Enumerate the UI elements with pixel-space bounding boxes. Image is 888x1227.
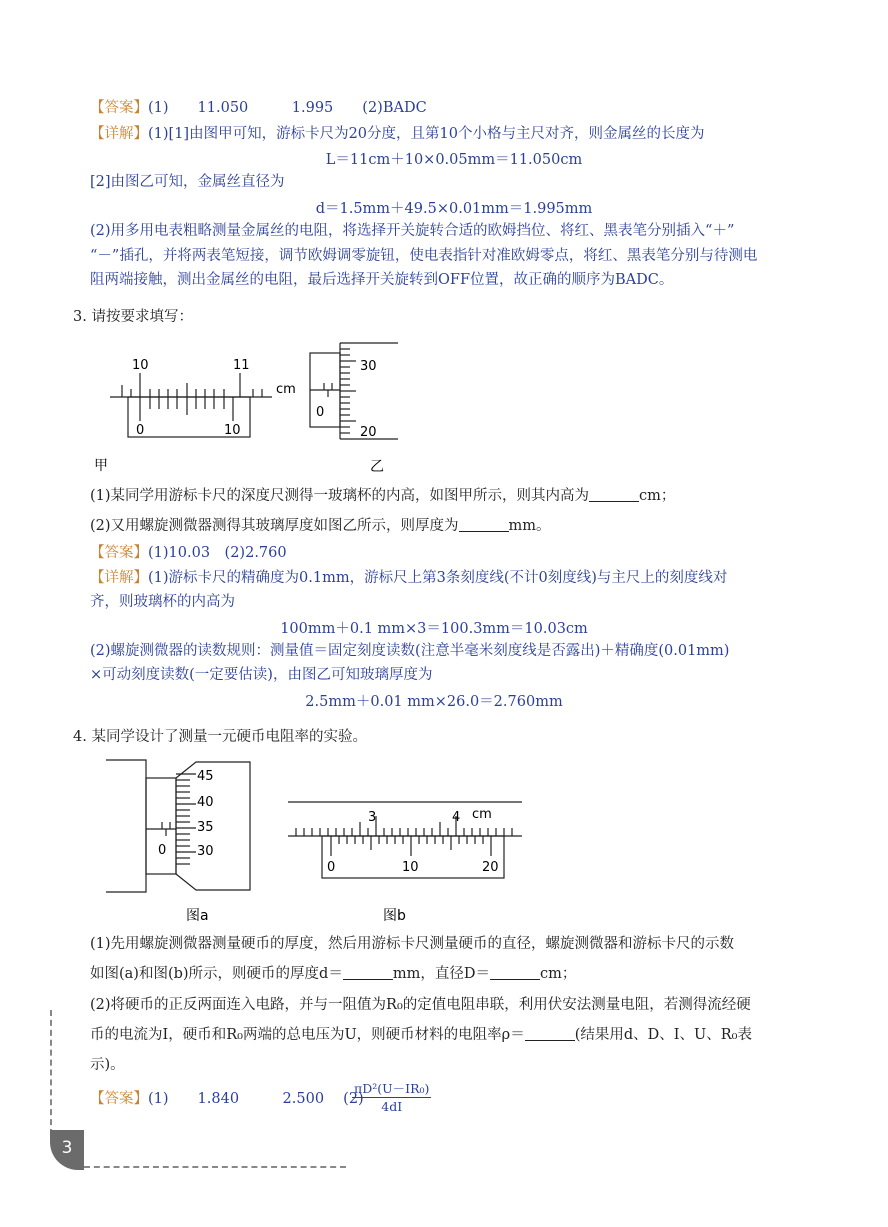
answer-tag: 【答案】 — [90, 100, 148, 116]
q3-detail-3: (2)螺旋测微器的读数规则：测量值＝固定刻度读数(注意半毫米刻度线是否露出)＋精确度(0.01mm) — [90, 643, 730, 659]
q2-equation-2: d＝1.5mm＋49.5×0.01mm＝1.995mm — [315, 201, 593, 217]
q4-part1-line2: 如图(a)和图(b)所示，则硬币的厚度d＝ mm，直径D＝ cm； — [90, 966, 577, 982]
q2-detail-4: “－”插孔，并将两表笔短接，调节欧姆调零旋钮，使电表指针对准欧姆零点，将红、黑表笔分别与待测电 — [90, 248, 758, 264]
vernier-scale-ticks — [140, 397, 233, 421]
answer-blank[interactable] — [459, 517, 509, 532]
q4-answer-line — [90, 1089, 364, 1109]
yi-caption: 乙 — [370, 459, 384, 475]
q2-detail-5: 阻两端接触，测出金属丝的电阻，最后选择开关旋转到OFF位置，故正确的顺序为BADC。 — [90, 272, 674, 288]
answer-blank[interactable] — [525, 1026, 575, 1041]
q3-title: 3. 请按要求填写： — [73, 309, 193, 325]
detail-tag: 【详解】 — [90, 570, 148, 586]
fraction-denominator: 4dI — [381, 1099, 403, 1114]
b-caption: 图b — [383, 908, 406, 924]
q4-part2-line3: 示)。 — [90, 1057, 125, 1073]
a-caption: 图a — [186, 908, 209, 924]
jia-vernier-label-0: 0 — [136, 423, 145, 438]
thimble-ticks — [176, 774, 196, 864]
thimble-ticks — [340, 349, 356, 433]
b-vernier-label-10: 10 — [402, 860, 419, 875]
a-label-0: 0 — [158, 843, 167, 858]
jia-unit: cm — [276, 382, 296, 397]
q2-equation-1: L＝11cm＋10×0.05mm＝11.050cm — [325, 152, 583, 168]
vernier-caliper-jia — [110, 373, 272, 437]
answer-blank[interactable] — [490, 965, 540, 980]
main-scale-ticks — [122, 373, 262, 397]
micrometer-yi — [310, 343, 398, 439]
page-margin-dash-horizontal — [84, 1166, 346, 1168]
yi-label-20: 20 — [360, 425, 377, 440]
q4-answer-fraction — [352, 1080, 431, 1115]
a-label-30: 30 — [197, 844, 214, 859]
q3-detail-4: ×可动刻度读数(一定要估读)，由图乙可知玻璃厚度为 — [90, 667, 433, 683]
q4-answer: (1) 1.840 2.500 (2) — [148, 1091, 364, 1107]
detail-tag: 【详解】 — [90, 126, 148, 142]
yi-label-30: 30 — [360, 359, 377, 374]
jia-main-label-11: 11 — [233, 358, 250, 373]
page-margin-dash-vertical — [50, 1010, 52, 1135]
q4-title: 4. 某同学设计了测量一元硬币电阻率的实验。 — [73, 729, 367, 745]
answer-blank[interactable] — [343, 965, 393, 980]
q3-figures — [94, 335, 420, 480]
a-label-40: 40 — [197, 795, 214, 810]
answer-tag: 【答案】 — [90, 545, 148, 561]
q3-answer-line — [90, 543, 287, 563]
q3-equation-1: 100mm＋0.1 mm×3＝100.3mm＝10.03cm — [280, 621, 588, 637]
answer-blank[interactable] — [589, 487, 639, 502]
q4-figures — [100, 752, 530, 927]
q3-detail-2: 齐，则玻璃杯的内高为 — [90, 594, 235, 610]
a-label-45: 45 — [197, 769, 214, 784]
q4-part1-line1: (1)先用螺旋测微器测量硬币的厚度，然后用游标卡尺测量硬币的直径，螺旋测微器和游标卡尺的示数 — [90, 936, 735, 952]
q2-answer: (1) 11.050 1.995 (2)BADC — [148, 100, 427, 116]
q4-part2-line2: 币的电流为I，硬币和R₀两端的总电压为U，则硬币材料的电阻率ρ＝ (结果用d、D、I、U、R₀表 — [90, 1027, 752, 1043]
micrometer-a — [106, 760, 250, 892]
jia-caption: 甲 — [94, 458, 108, 474]
yi-label-0: 0 — [316, 405, 325, 420]
vernier-scale-ticks — [331, 836, 491, 856]
q2-detail-2: [2]由图乙可知，金属丝直径为 — [90, 174, 285, 190]
q2-answer-line — [90, 98, 427, 118]
jia-vernier-label-10: 10 — [224, 423, 241, 438]
b-main-label-3: 3 — [368, 810, 377, 825]
b-vernier-label-0: 0 — [327, 860, 336, 875]
jia-main-label-10: 10 — [132, 358, 149, 373]
answer-tag: 【答案】 — [90, 1091, 148, 1107]
q3-part2: (2)又用螺旋测微器测得其玻璃厚度如图乙所示，则厚度为 mm。 — [90, 518, 551, 534]
b-vernier-label-20: 20 — [482, 860, 499, 875]
q3-part1: (1)某同学用游标卡尺的深度尺测得一玻璃杯的内高，如图甲所示，则其内高为 cm； — [90, 488, 676, 504]
q3-answer: (1)10.03 (2)2.760 — [148, 545, 287, 561]
q4-part2-line1: (2)将硬币的正反两面连入电路，并与一阻值为R₀的定值电阻串联，利用伏安法测量电阻，若测得流经硬 — [90, 997, 751, 1013]
page-number: 3 — [50, 1130, 84, 1170]
q3-detail-1: 【详解】(1)游标卡尺的精确度为0.1mm，游标尺上第3条刻度线(不计0刻度线)与主尺上的刻度线对 — [90, 570, 728, 586]
q2-detail-1: 【详解】(1)[1]由图甲可知，游标卡尺为20分度，且第10个小格与主尺对齐，则金属丝的长度为 — [90, 126, 705, 142]
b-unit: cm — [472, 807, 492, 822]
q2-detail-3: (2)用多用电表粗略测量金属丝的电阻，将选择开关旋转合适的欧姆挡位、将红、黑表笔分别插入“＋” — [90, 223, 735, 239]
a-label-35: 35 — [197, 820, 214, 835]
q3-equation-2: 2.5mm＋0.01 mm×26.0＝2.760mm — [305, 694, 563, 710]
b-main-label-4: 4 — [452, 810, 461, 825]
fraction-numerator: πD²(U－IR₀) — [354, 1081, 430, 1096]
